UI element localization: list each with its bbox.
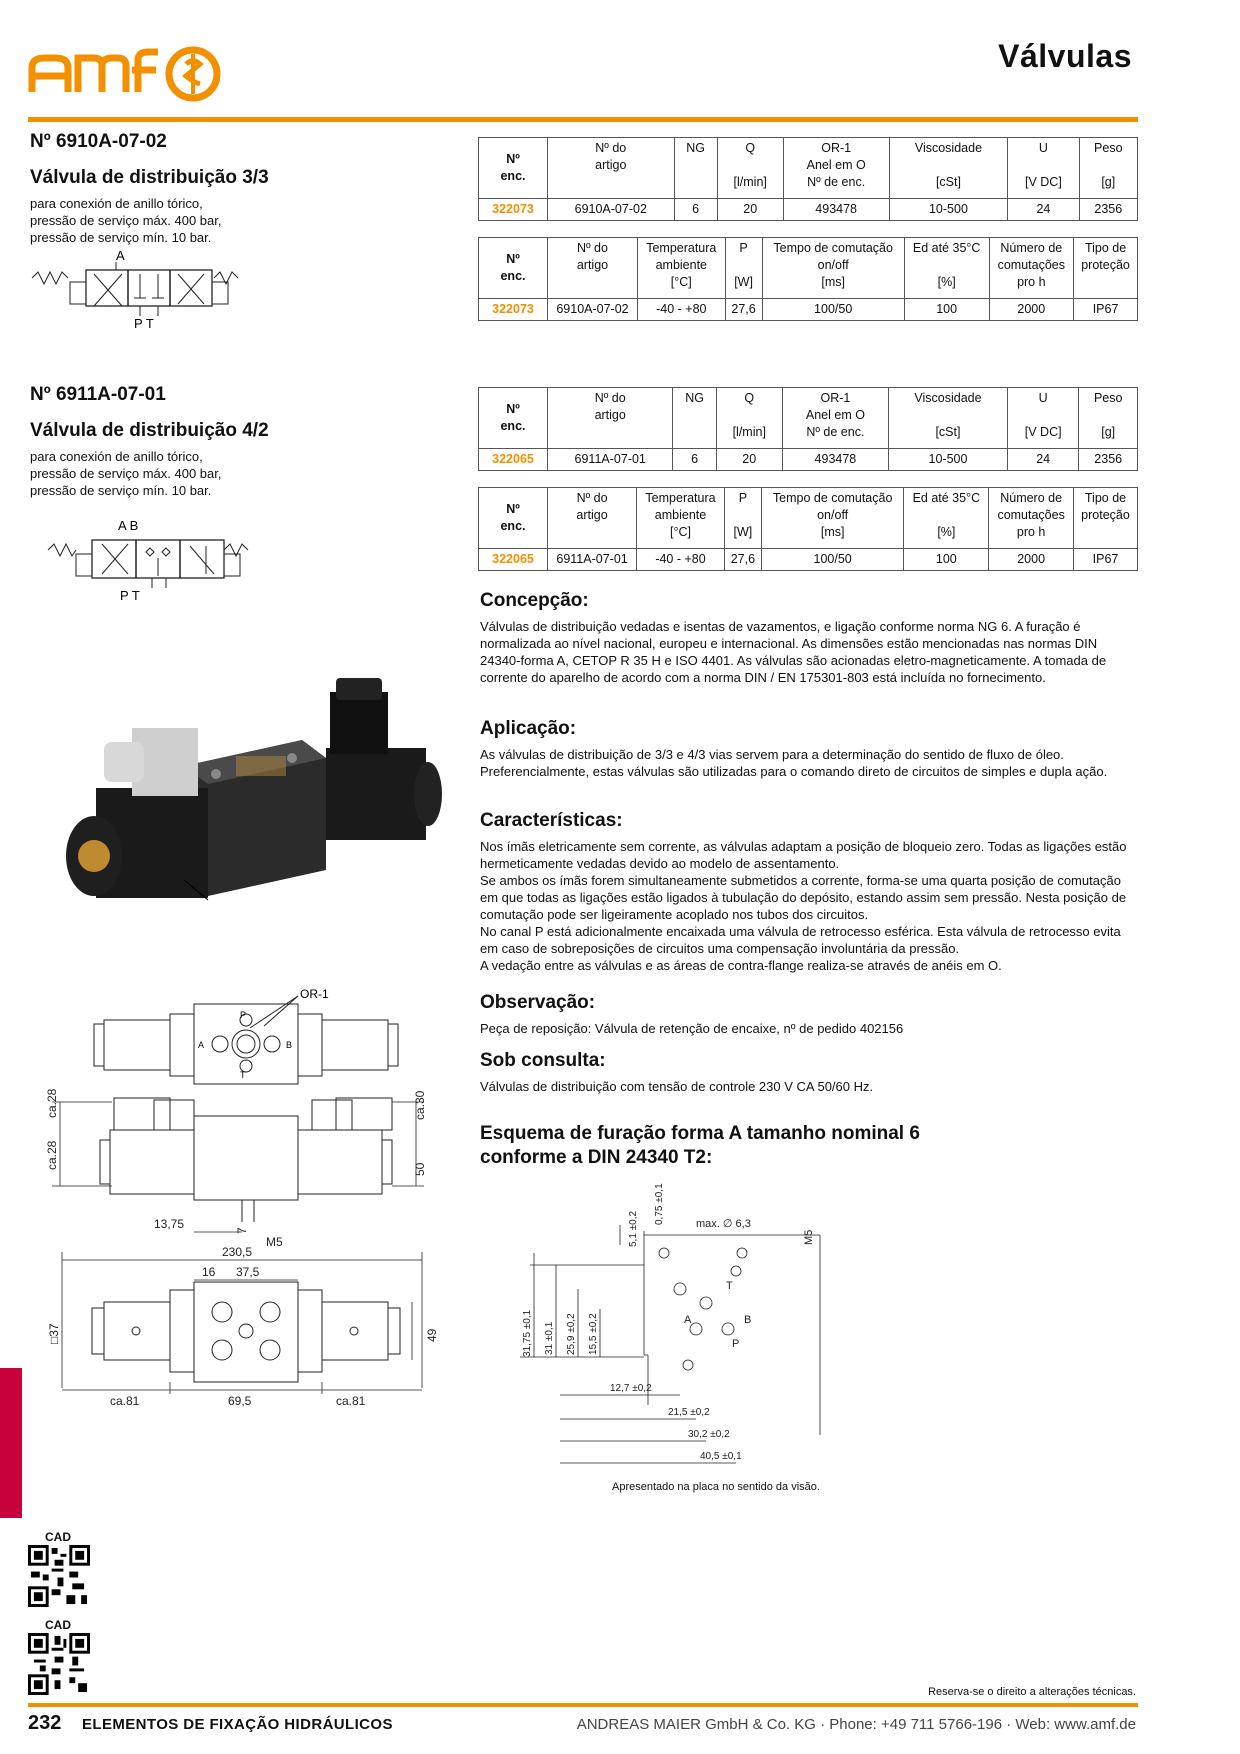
table-header-row: Nº enc. Nº do artigo Temperatura ambiente [°C] P [W] Tempo de comutação on/off [ms] Ed até 35°C [%] Número de comutações pro h Tipo de proteção <box>479 488 1138 549</box>
svg-text:ca.28: ca.28 <box>45 1088 59 1118</box>
table-header-row: Nº enc. Nº do artigo Temperatura ambiente [°C] P [W] Tempo de comutação on/off [ms] Ed até 35°C [%] Número de comutações pro h Tipo de proteção <box>479 238 1138 299</box>
page-number: 232 <box>28 1712 62 1734</box>
section-heading-caracteristicas: Características: <box>480 810 623 831</box>
cad-label: CAD <box>45 1618 71 1632</box>
section-text-observacao: Peça de reposição: Válvula de retenção de encaixe, nº de pedido 402156 <box>480 1021 904 1036</box>
section-text-aplicacao: As válvulas de distribuição de 3/3 e 4/3 vias servem para a determinação do sentido de fluxo de óleo. Preferencialmente, estas válvulas são utilizadas para o comando direto de circuitos de simples e dupla ação. <box>480 747 1108 779</box>
svg-text:P: P <box>732 1338 740 1350</box>
cad-label: CAD <box>45 1530 71 1544</box>
svg-text:B: B <box>286 1040 293 1050</box>
svg-text:12,7 ±0,2: 12,7 ±0,2 <box>610 1383 652 1394</box>
section-heading-aplicacao: Aplicação: <box>480 718 577 739</box>
spec-table-2b <box>478 487 1138 571</box>
svg-text:40,5 ±0,1: 40,5 ±0,1 <box>700 1451 742 1462</box>
product-description: para conexión de anillo tórico, pressão de serviço máx. 400 bar, pressão de serviço mín. 10 bar. <box>30 196 222 245</box>
product-number: Nº 6911A-07-01 <box>30 384 166 405</box>
table-row: 322065 6911A-07-01 -40 - +80 27,6 100/50 100 2000 IP67 <box>479 549 1138 571</box>
header-rule <box>28 117 1138 122</box>
svg-text:ca.81: ca.81 <box>336 1394 366 1408</box>
svg-text:OR-1: OR-1 <box>300 987 329 1001</box>
svg-text:13,75: 13,75 <box>154 1217 185 1231</box>
qr-code-icon[interactable] <box>28 1633 90 1695</box>
table-row: 322073 6910A-07-02 -40 - +80 27,6 100/50 100 2000 IP67 <box>479 299 1138 321</box>
table-header-row: Nº enc. Nº do artigo NG Q [l/min] OR-1 Anel em O Nº de enc. Viscosidade [cSt] U [V DC] Peso [g] <box>479 138 1138 199</box>
svg-text:P: P <box>240 1010 247 1020</box>
product-title: Válvula de distribuição 3/3 <box>30 167 269 188</box>
bore-scheme-caption: Apresentado na placa no sentido da visão. <box>612 1481 820 1493</box>
svg-text:ca.81: ca.81 <box>110 1394 140 1408</box>
section-color-bar <box>0 1368 22 1518</box>
svg-text:49: 49 <box>425 1328 439 1342</box>
spec-table-1a <box>478 137 1138 221</box>
footer-section-name: ELEMENTOS DE FIXAÇÃO HIDRÁULICOS <box>82 1716 393 1733</box>
technical-drawing <box>40 987 445 1460</box>
svg-text:31,75 ±0,1: 31,75 ±0,1 <box>522 1309 533 1357</box>
svg-text:A: A <box>684 1314 692 1326</box>
svg-text:P T: P T <box>120 588 140 603</box>
svg-text:ca.30: ca.30 <box>413 1090 427 1120</box>
page-title: Válvulas <box>998 38 1132 74</box>
svg-text:max. ∅ 6,3: max. ∅ 6,3 <box>696 1218 751 1230</box>
product-number: Nº 6910A-07-02 <box>30 131 167 152</box>
table-row: 322065 6911A-07-01 6 20 493478 10-500 24 2356 <box>479 449 1138 471</box>
svg-text:230,5: 230,5 <box>222 1245 253 1259</box>
product-description: para conexión de anillo tórico, pressão de serviço máx. 400 bar, pressão de serviço mín. 10 bar. <box>30 449 222 498</box>
svg-text:T: T <box>726 1280 733 1292</box>
footer-rule <box>28 1703 1138 1707</box>
svg-text:15,5 ±0,2: 15,5 ±0,2 <box>588 1313 599 1355</box>
svg-text:0,75 ±0,1: 0,75 ±0,1 <box>654 1183 665 1225</box>
svg-text:□37: □37 <box>47 1323 61 1344</box>
spec-table-2a <box>478 387 1138 471</box>
section-heading-concepcao: Concepção: <box>480 590 589 611</box>
svg-text:31 ±0,1: 31 ±0,1 <box>544 1321 555 1355</box>
table-row: 322073 6910A-07-02 6 20 493478 10-500 24 2356 <box>479 199 1138 221</box>
svg-text:M5: M5 <box>266 1235 283 1249</box>
table-header-row: Nº enc. Nº do artigo NG Q [l/min] OR-1 Anel em O Nº de enc. Viscosidade [cSt] U [V DC] Peso [g] <box>479 388 1138 449</box>
section-text-concepcao: Válvulas de distribuição vedadas e isentas de vazamentos, e ligação conforme norma NG 6. A furação é normalizada ao nível nacional, europeu e internacional. As dimensões estão mencionadas nas normas DIN 24340-forma A, CETOP R 35 H e ISO 4401. As válvulas são acionadas eletro-magneticamente. A tomada de corrente do aparelho de acordo com a norma DIN / EN 175301-803 está incluída no fornecimento. <box>480 619 1107 685</box>
svg-text:7: 7 <box>235 1227 249 1234</box>
section-text-caracteristicas: Nos ímãs eletricamente sem corrente, as válvulas adaptam a posição de bloqueio zero. Todas as ligações estão hermeticamente vedadas devido ao modelo de assentamento. Se ambos os ímãs forem simultaneamente submetidos a corrente, forma-se uma quarta posição de comutação em que todas as ligações estão ligados à tubulação do depósito, estando assim sem pressão. Nesta posição de comutação pode ser ligeiramente acoplado nos tubos dos circuitos. No canal P está adicionalmente encaixada uma válvula de retrocesso esférica. Esta válvula de retrocesso evita em caso de sobreposições de circuitos uma compensação involuntária da pressão. A vedação entre as válvulas e as áreas de contra-flange realiza-se através de anéis em O. <box>480 839 1127 973</box>
valve-product-photo <box>36 670 436 940</box>
svg-text:50: 50 <box>413 1162 427 1176</box>
valve-symbol-3-3 <box>30 248 240 330</box>
svg-text:69,5: 69,5 <box>228 1394 252 1408</box>
svg-text:ca.28: ca.28 <box>45 1140 59 1170</box>
svg-text:30,2 ±0,2: 30,2 ±0,2 <box>688 1429 730 1440</box>
svg-text:A: A <box>198 1040 205 1050</box>
svg-text:16: 16 <box>202 1265 216 1279</box>
svg-text:A: A <box>116 248 125 263</box>
product-title: Válvula de distribuição 4/2 <box>30 420 269 441</box>
svg-text:5,1 ±0,2: 5,1 ±0,2 <box>628 1210 639 1247</box>
qr-code-icon[interactable] <box>28 1545 90 1607</box>
svg-text:M5: M5 <box>803 1229 815 1245</box>
bore-scheme-heading: Esquema de furação forma A tamanho nominal 6 conforme a DIN 24340 T2: <box>480 1123 920 1168</box>
footer-note: Reserva-se o direito a alterações técnicas. <box>928 1686 1136 1698</box>
amf-logo <box>28 40 228 100</box>
svg-text:21,5 ±0,2: 21,5 ±0,2 <box>668 1407 710 1418</box>
valve-symbol-4-2 <box>48 518 248 602</box>
svg-text:25,9 ±0,2: 25,9 ±0,2 <box>566 1313 577 1355</box>
section-text-sob-consulta: Válvulas de distribuição com tensão de controle 230 V CA 50/60 Hz. <box>480 1079 874 1094</box>
svg-text:A B: A B <box>118 518 139 533</box>
section-heading-sob-consulta: Sob consulta: <box>480 1050 606 1071</box>
spec-table-1b <box>478 237 1138 321</box>
footer-company-info: ANDREAS MAIER GmbH & Co. KG · Phone: +49 711 5766-196 · Web: www.amf.de <box>576 1716 1136 1733</box>
svg-text:P T: P T <box>134 316 154 331</box>
bore-scheme-drawing <box>520 1183 840 1495</box>
svg-text:37,5: 37,5 <box>236 1265 260 1279</box>
section-heading-observacao: Observação: <box>480 992 596 1013</box>
svg-text:B: B <box>744 1314 752 1326</box>
svg-text:T: T <box>240 1070 246 1080</box>
